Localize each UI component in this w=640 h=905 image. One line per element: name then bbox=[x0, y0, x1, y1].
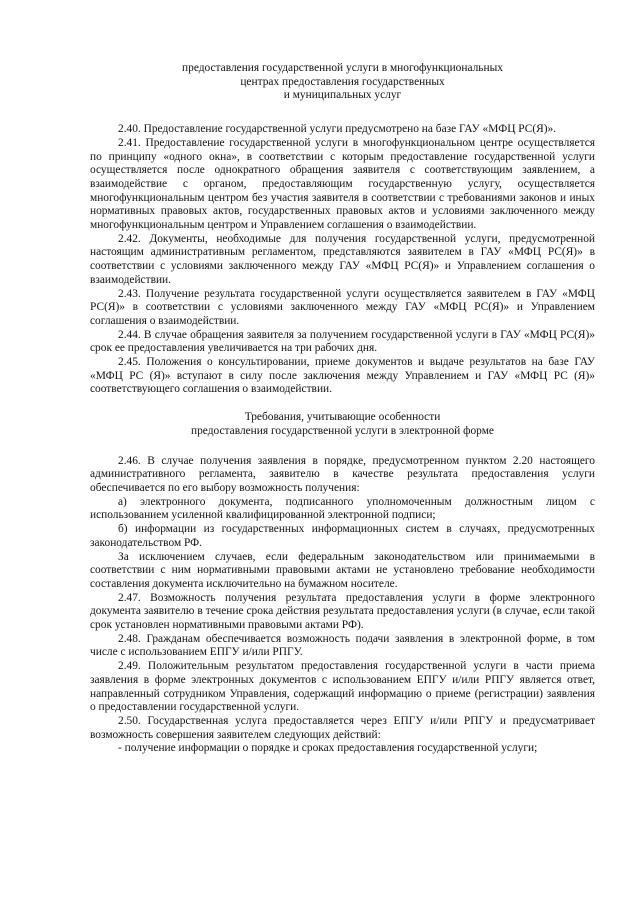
paragraph-2-41: 2.41. Предоставление государственной услуги в многофункциональном центре осуществляется по принципу «одного окна», в соответствии с которым предоставление государственной услуги осуществляется после однократного обращения заявителя с соответствующим заявлением, а взаимодействие с органом, предоставляющим государственную услугу, осуществляется многофункциональным центром без участия заявителя в соответствии с требованиями законов и иных нормативных правовых актов, государственных правовых актов и условиями заключенного между многофункциональным центром и Управлением соглашения о взаимодействии. bbox=[90, 136, 595, 232]
paragraph-2-43: 2.43. Получение результата государственной услуги осуществляется заявителем в ГАУ «МФЦ РС(Я)» в соответствии с условиями заключенного между ГАУ «МФЦ РС(Я)» и Управлением соглашения о взаимодействии. bbox=[90, 287, 595, 327]
document-page bbox=[90, 62, 595, 756]
heading-line: центрах предоставления государственных bbox=[240, 75, 445, 88]
paragraph-exception: За исключением случаев, если федеральным законодательством или принимаемыми в соответствии с ним нормативными правовыми актами не установлено требование необходимости составления документа исключительно на бумажном носителе. bbox=[90, 550, 595, 590]
heading-line: предоставления государственной услуги в электронной форме bbox=[191, 424, 494, 437]
paragraph-2-40: 2.40. Предоставление государственной услуги предусмотрено на базе ГАУ «МФЦ РС(Я)». bbox=[118, 123, 557, 136]
paragraph-2-49: 2.49. Положительным результатом предоставления государственной услуги в части приема заявления в форме электронных документов с использованием ЕПГУ и/или РПГУ является ответ, направленный сотрудником Управления, содержащий информацию о приеме (регистрации) заявления о предоставлении государственной услуги. bbox=[90, 660, 595, 714]
paragraph-2-46-b: б) информации из государственных информационных систем в случаях, предусмотренных законодательством РФ. bbox=[90, 523, 595, 549]
paragraph-2-46: 2.46. В случае получения заявления в порядке, предусмотренном пунктом 2.20 настоящего административного регламента, заявителю в качестве результата предоставления услуги обеспечивается по его выбору возможность получения: bbox=[90, 454, 595, 494]
paragraph-2-45: 2.45. Положения о консультировании, приеме документов и выдаче результатов на базе ГАУ «МФЦ РС (Я)» вступают в силу после заключения между Управлением и ГАУ «МФЦ РС (Я)» соответствующего соглашения о взаимодействии. bbox=[90, 356, 595, 396]
paragraph-2-44: 2.44. В случае обращения заявителя за получением государственной услуги в ГАУ «МФЦ РС(Я)» срок ее предоставления увеличивается на три рабочих дня. bbox=[90, 328, 595, 355]
heading-line: предоставления государственной услуги в многофункциональных bbox=[182, 62, 503, 74]
heading-line: Требования, учитывающие особенности bbox=[244, 411, 441, 424]
paragraph-2-47: 2.47. Возможность получения результата предоставления услуги в форме электронного документа заявителю в течение срока действия результата предоставления услуги (в случае, если такой срок установлен нормативными правовыми актами РФ). bbox=[90, 591, 595, 632]
paragraph-2-50: 2.50. Государственная услуга предоставляется через ЕПГУ и/или РПГУ и предусматривает возможность совершения заявителем следующих действий: bbox=[90, 714, 595, 741]
section-body-mfc bbox=[90, 123, 595, 397]
paragraph-2-48: 2.48. Гражданам обеспечивается возможность подачи заявления в электронной форме, в том числе с использованием ЕПГУ и/или РПГУ. bbox=[90, 632, 595, 659]
section-heading-electronic bbox=[90, 411, 595, 438]
heading-line: и муниципальных услуг bbox=[283, 89, 402, 102]
section-heading-mfc bbox=[90, 62, 595, 103]
paragraph-2-50-item: - получение информации о порядке и сроках предоставления государственной услуги; bbox=[118, 742, 538, 755]
section-body-electronic bbox=[90, 455, 595, 756]
paragraph-2-42: 2.42. Документы, необходимые для получения государственной услуги, предусмотренной настоящим административным регламентом, представляются заявителем в ГАУ «МФЦ РС(Я)» в соответствии с условиями заключенного между ГАУ «МФЦ РС(Я)» и Управлением соглашения о взаимодействии. bbox=[90, 232, 595, 286]
paragraph-2-46-a: а) электронного документа, подписанного уполномоченным должностным лицом с использованием усиленной квалифицированной электронной подписи; bbox=[90, 495, 595, 522]
